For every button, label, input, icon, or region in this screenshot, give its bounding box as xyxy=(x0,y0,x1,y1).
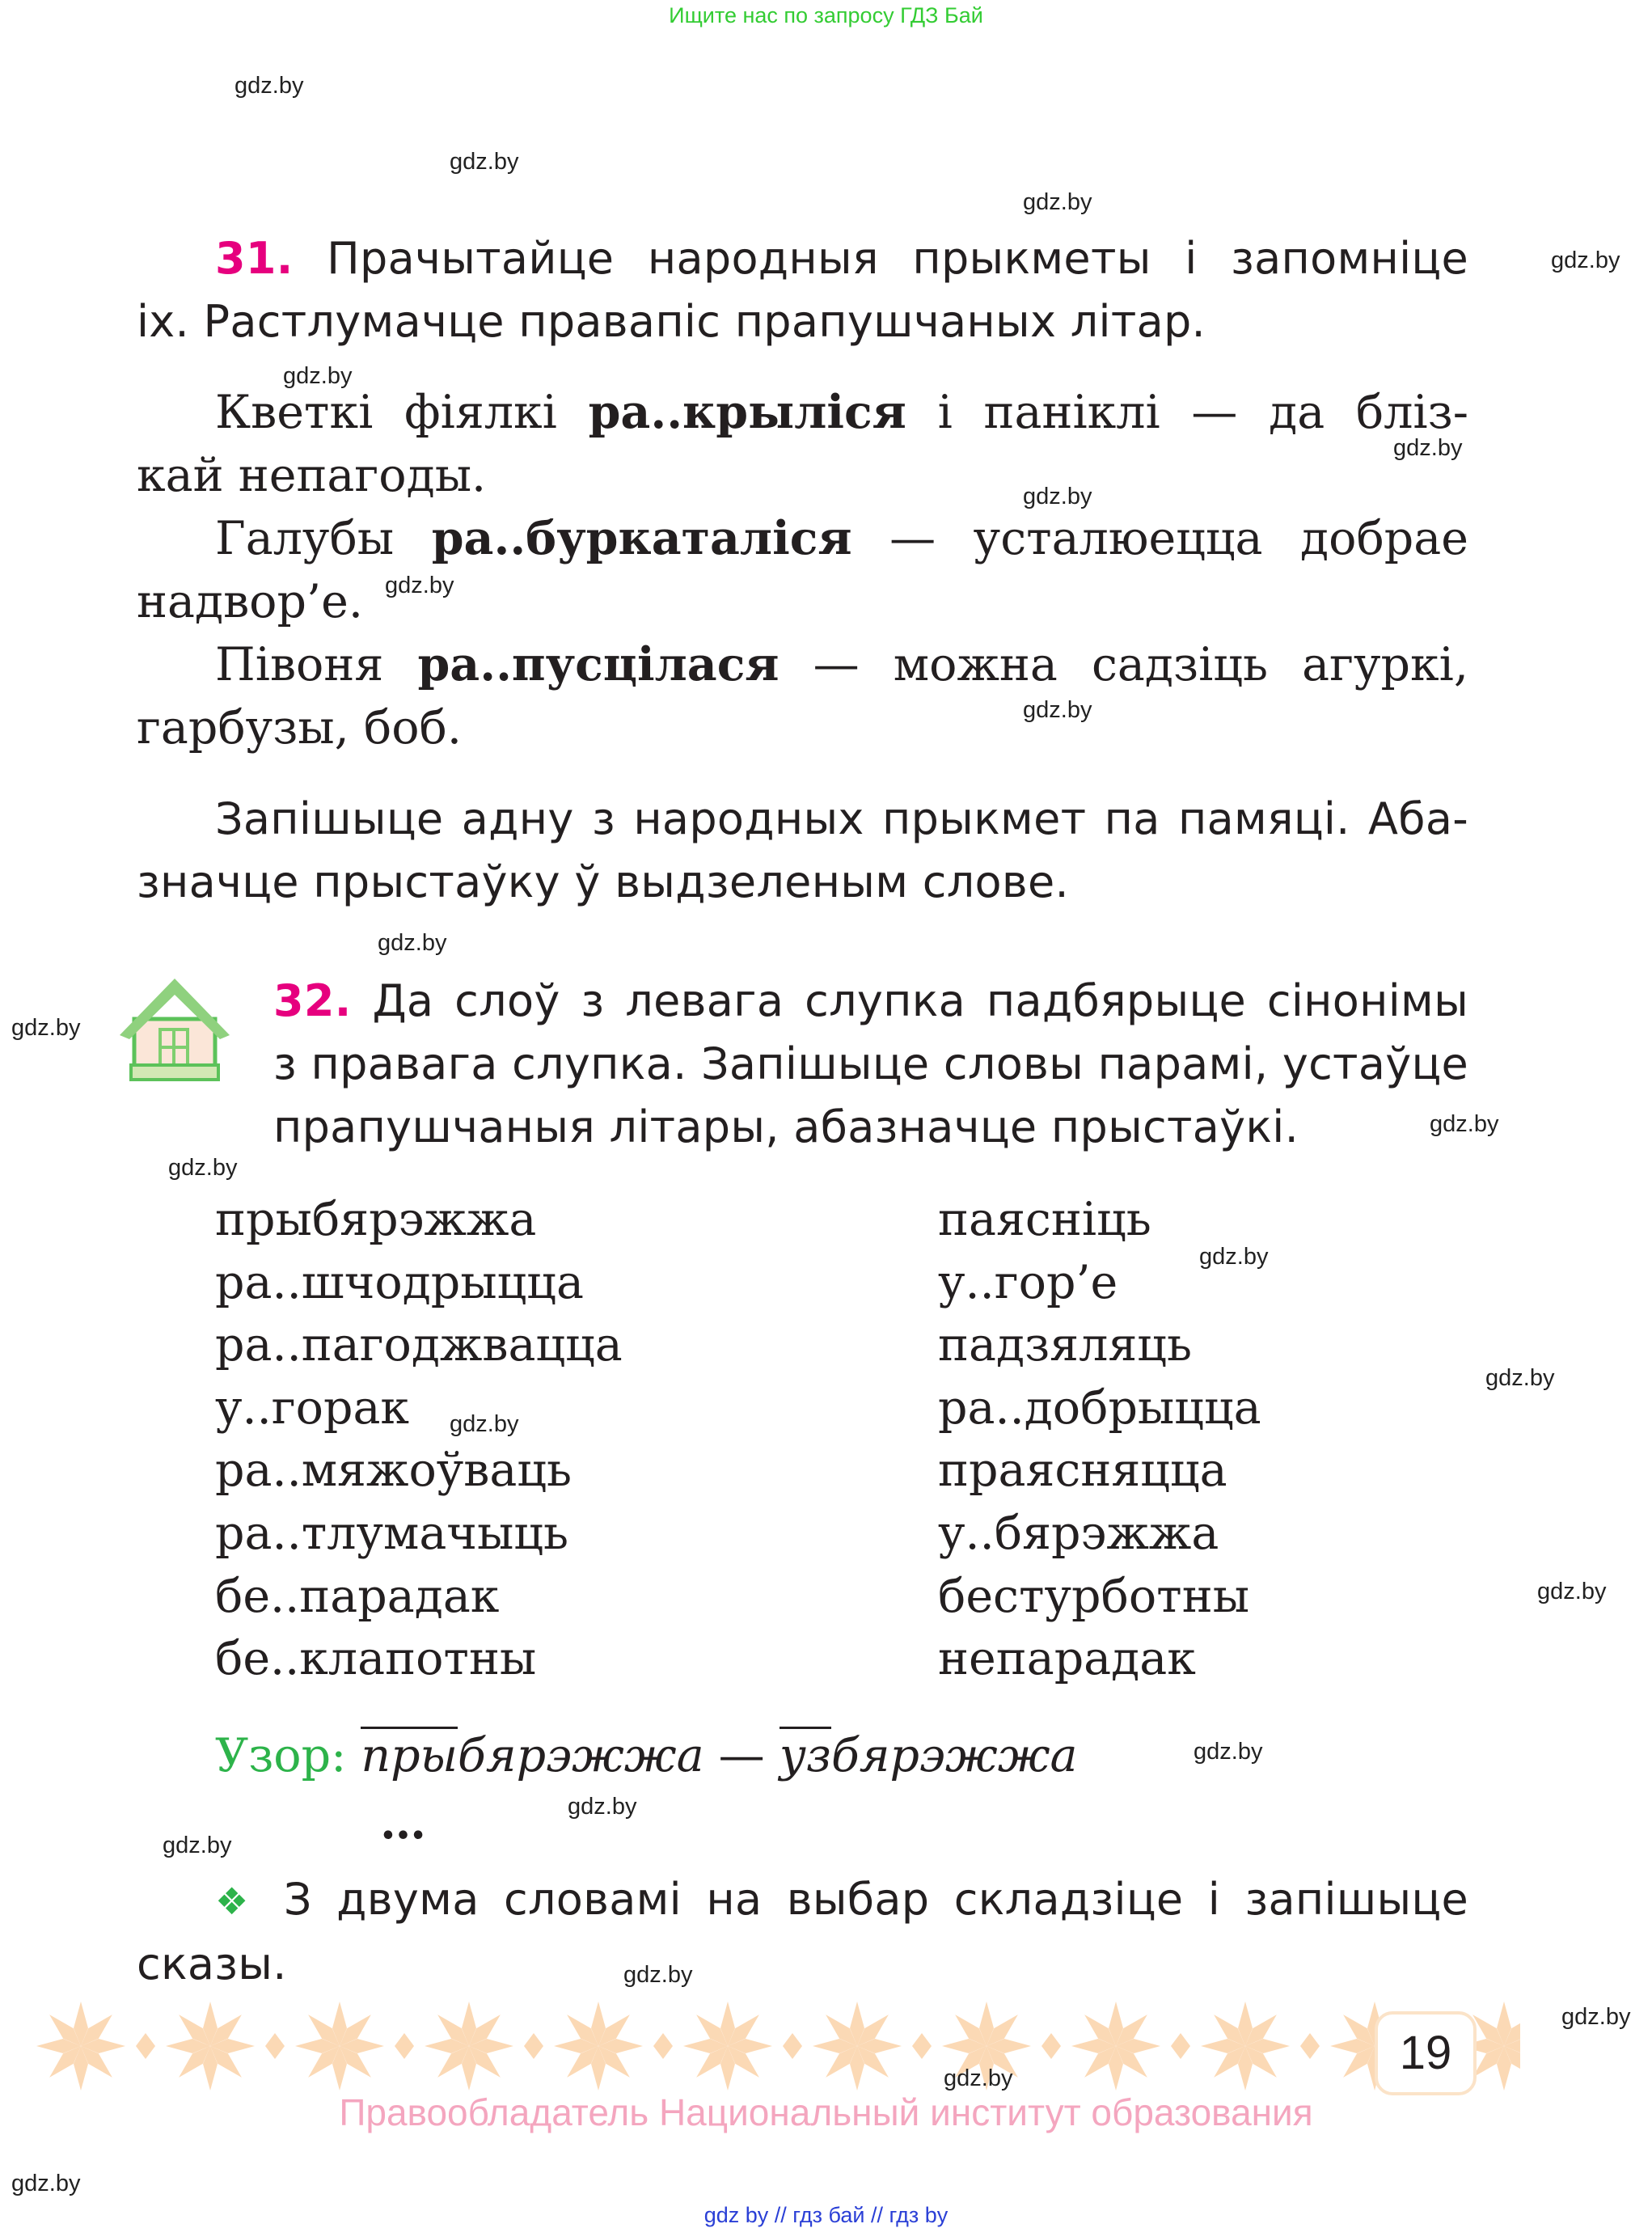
word-item: бестурботны xyxy=(938,1569,1250,1623)
proverb-line: гарбузы, боб. xyxy=(137,701,462,755)
pattern-dash: — xyxy=(703,1729,780,1782)
diamond-ornament-icon xyxy=(395,2033,414,2059)
word-item: паясніць xyxy=(938,1193,1151,1246)
watermark: gdz.by xyxy=(1194,1739,1263,1765)
watermark: gdz.by xyxy=(11,2171,81,2196)
instruction-line xyxy=(137,227,1468,290)
top-search-link[interactable]: Ищите нас по запросу ГДЗ Бай xyxy=(669,3,983,27)
snowflake-ornament-icon xyxy=(425,2002,513,2091)
watermark: gdz.by xyxy=(1393,435,1463,461)
watermark: gdz.by xyxy=(568,1794,637,1820)
diamond-ornament-icon xyxy=(136,2033,155,2059)
watermark: gdz.by xyxy=(1023,484,1092,509)
watermark: gdz.by xyxy=(1485,1365,1555,1391)
diamond-ornament-icon xyxy=(524,2033,543,2059)
followup-line: значце прыстаўку ў выдзеленым слове. xyxy=(137,856,1069,907)
watermark: gdz.by xyxy=(1537,1579,1607,1604)
diamond-ornament-icon xyxy=(265,2033,285,2059)
watermark: gdz.by xyxy=(163,1833,232,1858)
proverb-line: кай непагоды. xyxy=(137,449,487,502)
watermark: gdz.by xyxy=(1199,1244,1269,1270)
pattern-word: узбярэжжа xyxy=(780,1727,1078,1782)
task-number: 32. xyxy=(273,975,352,1026)
extra-line: сказы. xyxy=(137,1938,287,1989)
house-icon xyxy=(118,974,231,1084)
instruction-text: Да слоў з левага слупка падбярыце сінонімы xyxy=(372,975,1469,1026)
task-31-proverbs xyxy=(137,381,1468,759)
word-item: непарадак xyxy=(938,1632,1196,1686)
ornament-border xyxy=(0,1998,1520,2095)
task-31-instruction xyxy=(137,227,1468,353)
task-number: 31. xyxy=(215,233,294,284)
word-item: праясняцца xyxy=(938,1444,1227,1498)
watermark: gdz.by xyxy=(385,573,454,598)
snowflake-ornament-icon xyxy=(36,2002,125,2091)
watermark: gdz.by xyxy=(944,2065,1013,2091)
diamond-ornament-icon xyxy=(1300,2033,1320,2059)
bottom-links[interactable]: gdz by // гдз бай // гдз by xyxy=(703,2203,949,2227)
extra-line: ❖ З двума словамі на выбар складзіце і запішыце xyxy=(215,1874,1469,1925)
instruction-line: прапушчаныя літары, абазначце прыстаўкі. xyxy=(273,1101,1299,1152)
instruction-text: Прачытайце народныя прыкметы і запомніце xyxy=(327,233,1468,284)
watermark: gdz.by xyxy=(1023,189,1092,215)
snowflake-ornament-icon xyxy=(295,2002,384,2091)
word-item: ра..мяжоўваць xyxy=(215,1444,572,1498)
watermark: gdz.by xyxy=(283,363,353,389)
snowflake-ornament-icon xyxy=(554,2002,643,2091)
diamond-ornament-icon xyxy=(912,2033,932,2059)
task-31-followup xyxy=(137,788,1468,914)
word-item: прыбярэжжа xyxy=(215,1193,537,1246)
proverb-line: Півоня ра..пусцілася — можна садзіць агуркі, xyxy=(215,637,1468,691)
proverb-line: Кветкі фіялкі ра..крыліся і паніклі — да бліз- xyxy=(215,385,1468,439)
instruction-line: іх. Растлумачце правапіс прапушчаных літар. xyxy=(137,296,1206,347)
snowflake-ornament-icon xyxy=(683,2002,772,2091)
word-item: ра..тлумачыць xyxy=(215,1506,569,1560)
pattern-label: Узор: xyxy=(215,1729,347,1782)
watermark: gdz.by xyxy=(623,1962,693,1988)
diamond-ornament-icon xyxy=(1171,2033,1190,2059)
snowflake-ornament-icon xyxy=(166,2002,255,2091)
word-item: у..горак xyxy=(215,1380,410,1435)
copyright-text: Правообладатель Национальный институт образования xyxy=(339,2091,1313,2133)
watermark: gdz.by xyxy=(1561,2004,1631,2030)
diamond-ornament-icon xyxy=(653,2033,673,2059)
snowflake-ornament-icon xyxy=(1201,2002,1290,2091)
word-item: ра..добрыцца xyxy=(938,1380,1261,1435)
task-32-instruction xyxy=(273,970,1468,1159)
pattern-word: прыбярэжжа xyxy=(361,1727,703,1782)
instruction-line xyxy=(273,970,1468,1033)
watermark: gdz.by xyxy=(1551,247,1620,273)
watermark: gdz.by xyxy=(450,149,519,175)
word-item: ра..пагоджвацца xyxy=(215,1318,623,1372)
proverb-line: Галубы ра..буркаталіся — усталюецца добрае xyxy=(215,511,1468,565)
diamond-cluster-icon: ❖ xyxy=(215,1879,260,1923)
ellipsis: … xyxy=(380,1795,426,1850)
watermark: gdz.by xyxy=(1430,1111,1499,1137)
page-number: 19 xyxy=(1375,2011,1477,2095)
watermark: gdz.by xyxy=(450,1411,519,1437)
snowflake-ornament-icon xyxy=(1071,2002,1160,2091)
diamond-ornament-icon xyxy=(783,2033,802,2059)
word-item: у..бярэжжа xyxy=(938,1506,1219,1560)
word-item: бе..клапотны xyxy=(215,1632,537,1686)
word-item: бе..парадак xyxy=(215,1569,500,1623)
watermark: gdz.by xyxy=(378,930,447,956)
left-word-column xyxy=(215,1188,623,1690)
followup-line: Запішыце адну з народных прыкмет па памяці. Аба- xyxy=(215,793,1468,844)
watermark: gdz.by xyxy=(11,1015,81,1041)
watermark: gdz.by xyxy=(1023,697,1092,723)
watermark: gdz.by xyxy=(234,73,304,99)
word-item: падзяляць xyxy=(938,1318,1192,1372)
snowflake-ornament-icon xyxy=(813,2002,902,2091)
watermark: gdz.by xyxy=(168,1155,238,1181)
diamond-ornament-icon xyxy=(1041,2033,1061,2059)
pattern-example xyxy=(215,1724,1077,1787)
task-32-extra xyxy=(137,1868,1468,1996)
word-item: ра..шчодрыцца xyxy=(215,1255,584,1309)
proverb-line: надвор’е. xyxy=(137,575,363,628)
word-item: у..гор’е xyxy=(938,1255,1118,1309)
instruction-line: з правага слупка. Запішыце словы парамі, устаўце xyxy=(273,1038,1469,1089)
